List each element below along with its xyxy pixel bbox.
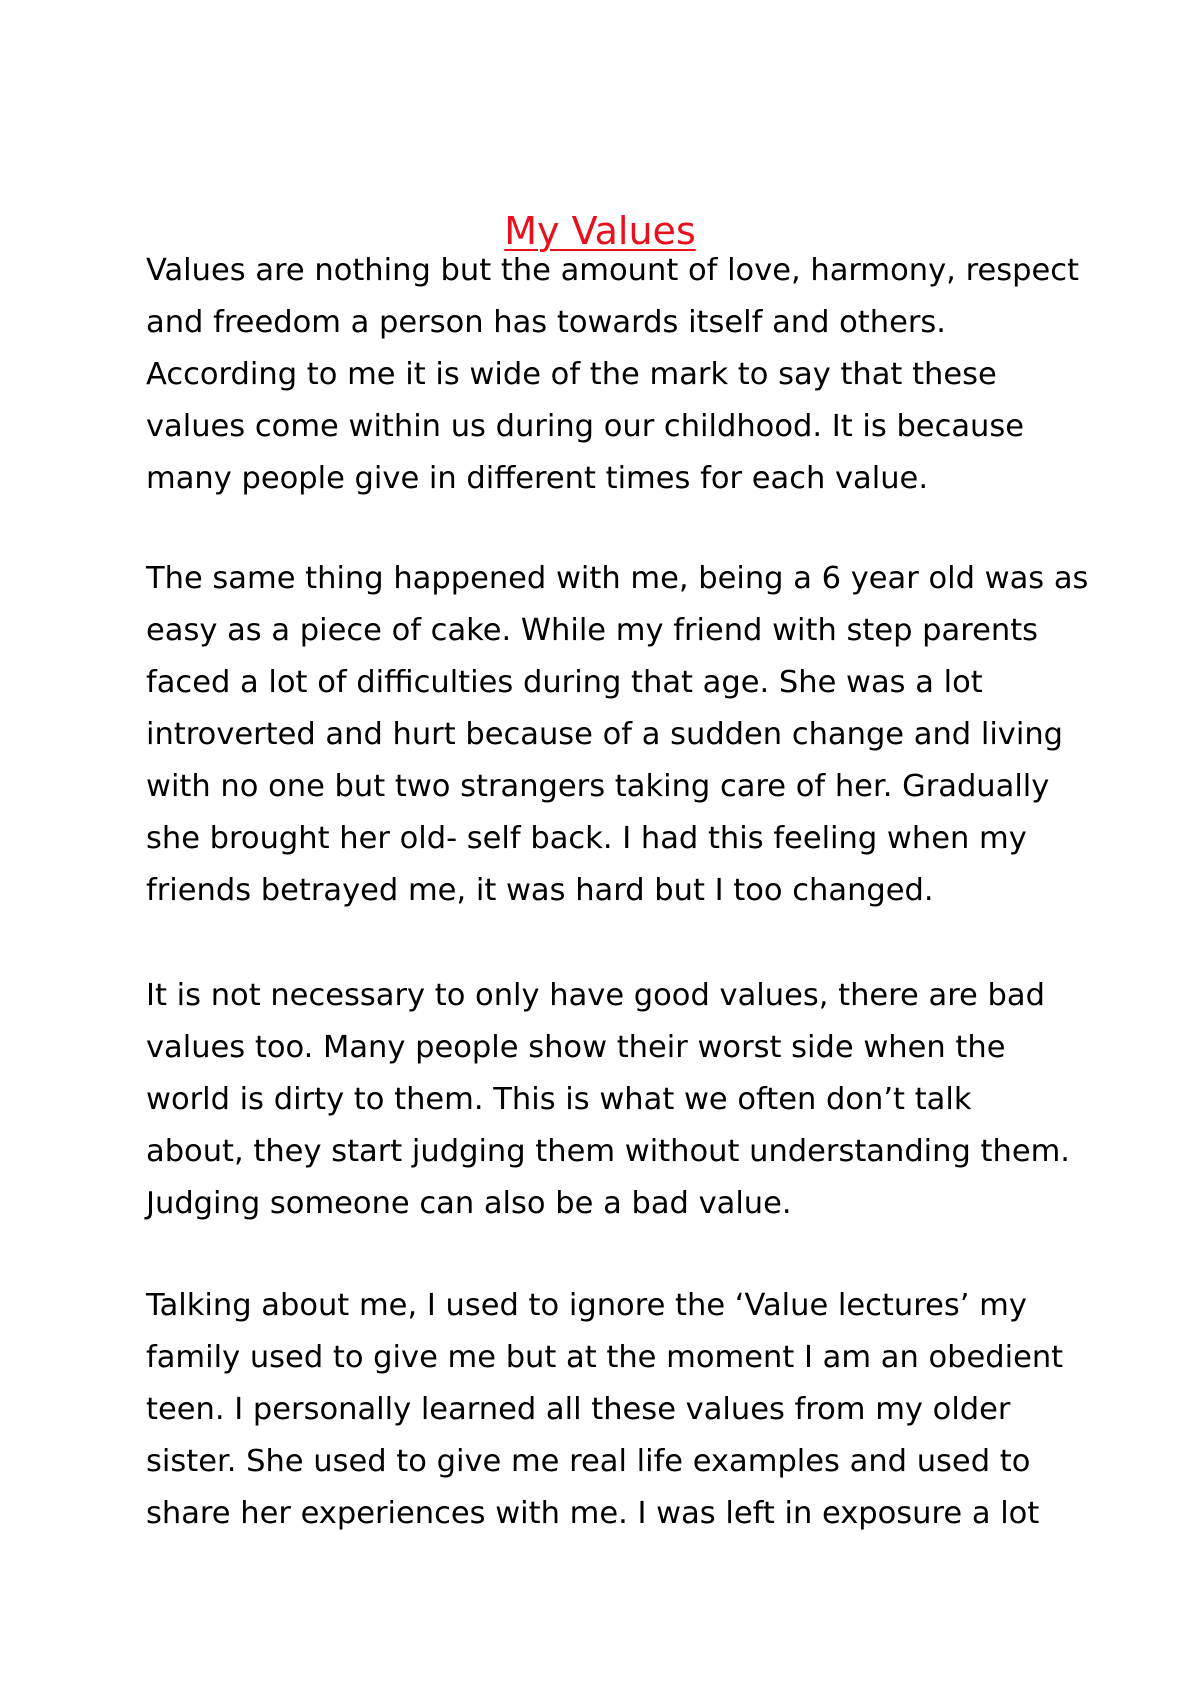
- text-line: Judging someone can also be a bad value.: [146, 1186, 792, 1221]
- text-line: values come within us during our childhood. It is because: [146, 409, 1025, 444]
- text-line: family used to give me but at the moment I am an obedient: [146, 1340, 1064, 1375]
- text-line: teen. I personally learned all these values from my older: [146, 1392, 1011, 1427]
- paragraph-1: [146, 245, 1079, 505]
- text-line: she brought her old- self back. I had this feeling when my: [146, 821, 1027, 856]
- text-line: and freedom a person has towards itself and others.: [146, 305, 946, 340]
- text-line: share her experiences with me. I was left in exposure a lot: [146, 1496, 1040, 1531]
- page-title: My Values: [504, 209, 696, 253]
- text-line: with no one but two strangers taking care of her. Gradually: [146, 769, 1050, 804]
- text-line: easy as a piece of cake. While my friend with step parents: [146, 613, 1039, 648]
- text-line: friends betrayed me, it was hard but I too changed.: [146, 873, 934, 908]
- paragraph-4: [146, 1280, 1063, 1540]
- paragraph-2: [146, 553, 1088, 917]
- text-line: The same thing happened with me, being a 6 year old was as: [146, 561, 1089, 596]
- text-line: faced a lot of difficulties during that age. She was a lot: [146, 665, 983, 700]
- paragraph-3: [146, 970, 1070, 1230]
- text-line: It is not necessary to only have good values, there are bad: [146, 978, 1045, 1013]
- text-line: about, they start judging them without understanding them.: [146, 1134, 1070, 1169]
- text-line: introverted and hurt because of a sudden change and living: [146, 717, 1064, 752]
- text-line: sister. She used to give me real life examples and used to: [146, 1444, 1031, 1479]
- text-line: Talking about me, I used to ignore the ‘Value lectures’ my: [146, 1288, 1027, 1323]
- text-line: Values are nothing but the amount of love, harmony, respect: [146, 253, 1079, 288]
- text-line: values too. Many people show their worst side when the: [146, 1030, 1006, 1065]
- text-line: world is dirty to them. This is what we often don’t talk: [146, 1082, 972, 1117]
- text-line: According to me it is wide of the mark to say that these: [146, 357, 997, 392]
- text-line: many people give in different times for each value.: [146, 461, 929, 496]
